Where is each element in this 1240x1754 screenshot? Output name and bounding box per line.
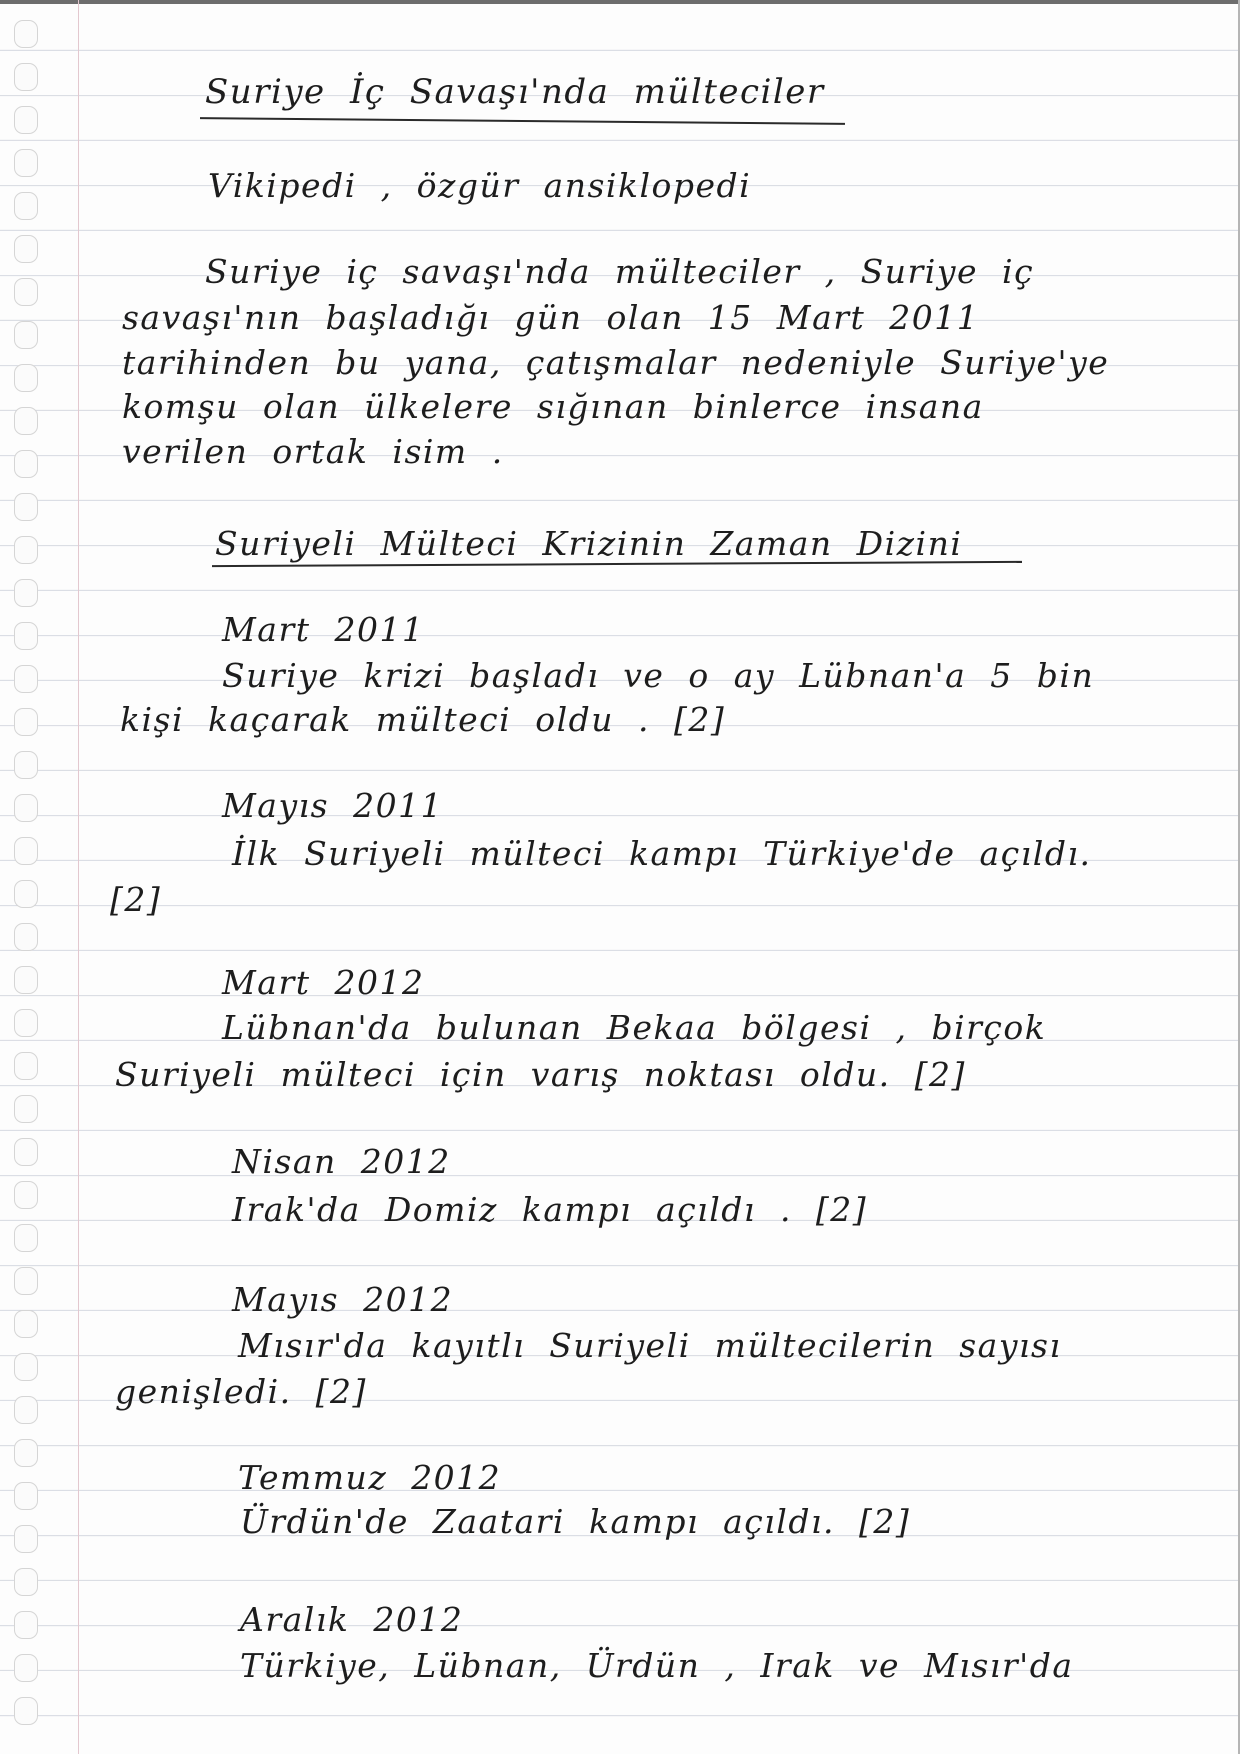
intro-line: Suriye iç savaşı'nda mülteciler , Suriye iç <box>205 252 1035 291</box>
timeline-date: Mart 2012 <box>222 963 425 1002</box>
timeline-date: Mayıs 2012 <box>232 1280 454 1319</box>
intro-line: tarihinden bu yana, çatışmalar nedeniyle Suriye'ye <box>122 343 1110 382</box>
timeline-date: Nisan 2012 <box>232 1142 451 1181</box>
source-line: Vikipedi , özgür ansiklopedi <box>208 166 752 205</box>
timeline-text: [2] <box>110 880 162 919</box>
timeline-date: Temmuz 2012 <box>238 1458 502 1497</box>
timeline-text: Suriyeli mülteci için varış noktası oldu. [2] <box>115 1055 966 1094</box>
timeline-text: kişi kaçarak mülteci oldu . [2] <box>120 700 726 739</box>
timeline-text: Irak'da Domiz kampı açıldı . [2] <box>232 1190 868 1229</box>
timeline-text: İlk Suriyeli mülteci kampı Türkiye'de açıldı. <box>232 834 1092 873</box>
intro-line: verilen ortak isim . <box>122 432 504 471</box>
intro-line: komşu olan ülkelere sığınan binlerce insana <box>122 387 984 426</box>
timeline-date: Mart 2011 <box>222 610 425 649</box>
timeline-text: Mısır'da kayıtlı Suriyeli mültecilerin sayısı <box>238 1326 1062 1365</box>
timeline-text: Türkiye, Lübnan, Ürdün , Irak ve Mısır'da <box>240 1646 1074 1685</box>
intro-line: savaşı'nın başladığı gün olan 15 Mart 2011 <box>122 298 980 337</box>
timeline-text: genişledi. [2] <box>115 1372 367 1411</box>
page-title: Suriye İç Savaşı'nda mülteciler <box>205 72 825 112</box>
timeline-text: Suriye krizi başladı ve o ay Lübnan'a 5 bin <box>222 656 1095 695</box>
title-underline <box>200 117 845 125</box>
timeline-text: Ürdün'de Zaatari kampı açıldı. [2] <box>240 1502 911 1541</box>
timeline-text: Lübnan'da bulunan Bekaa bölgesi , birçok <box>222 1008 1047 1047</box>
timeline-date: Mayıs 2011 <box>222 786 444 825</box>
section-heading: Suriyeli Mülteci Krizinin Zaman Dizini <box>215 524 963 563</box>
timeline-date: Aralık 2012 <box>240 1600 464 1639</box>
